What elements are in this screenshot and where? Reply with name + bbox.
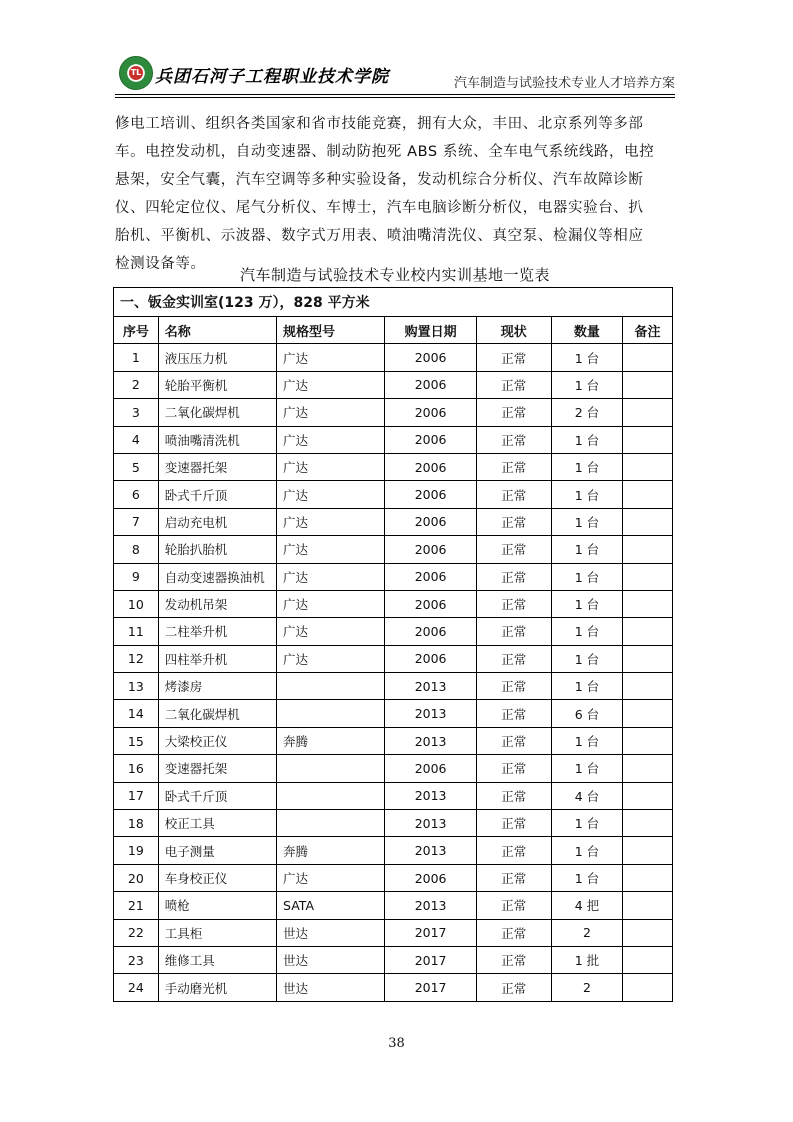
cell-status: 正常 <box>476 563 551 590</box>
cell-status: 正常 <box>476 344 551 371</box>
cell-status: 正常 <box>476 536 551 563</box>
cell-name: 校正工具 <box>158 810 276 837</box>
logo-mark: TL <box>129 66 143 80</box>
cell-note <box>623 755 673 782</box>
cell-name: 变速器托架 <box>158 453 276 480</box>
cell-quantity: 4 台 <box>551 782 622 809</box>
cell-date: 2006 <box>385 453 476 480</box>
cell-note <box>623 946 673 973</box>
cell-quantity: 1 台 <box>551 426 622 453</box>
table-row <box>114 399 673 426</box>
cell-no: 14 <box>114 700 159 727</box>
header-rule <box>115 94 675 95</box>
cell-status: 正常 <box>476 673 551 700</box>
cell-name: 发动机吊架 <box>158 590 276 617</box>
cell-date: 2006 <box>385 645 476 672</box>
cell-date: 2006 <box>385 590 476 617</box>
cell-quantity: 1 台 <box>551 481 622 508</box>
cell-name: 二柱举升机 <box>158 618 276 645</box>
cell-model: 广达 <box>277 344 385 371</box>
header-rule-thin <box>115 97 675 98</box>
cell-name: 车身校正仪 <box>158 864 276 891</box>
cell-status: 正常 <box>476 618 551 645</box>
table-row <box>114 673 673 700</box>
cell-quantity: 1 台 <box>551 508 622 535</box>
cell-name: 维修工具 <box>158 946 276 973</box>
cell-quantity: 1 台 <box>551 727 622 754</box>
cell-no: 1 <box>114 344 159 371</box>
cell-name: 变速器托架 <box>158 755 276 782</box>
cell-quantity: 1 台 <box>551 371 622 398</box>
cell-no: 10 <box>114 590 159 617</box>
cell-no: 17 <box>114 782 159 809</box>
cell-model <box>277 755 385 782</box>
school-logo-icon <box>119 56 153 90</box>
cell-note <box>623 700 673 727</box>
cell-note <box>623 399 673 426</box>
cell-quantity: 2 <box>551 919 622 946</box>
cell-name: 喷油嘴清洗机 <box>158 426 276 453</box>
cell-status: 正常 <box>476 399 551 426</box>
cell-model: 奔腾 <box>277 837 385 864</box>
cell-no: 6 <box>114 481 159 508</box>
table-row <box>114 864 673 891</box>
cell-model: 广达 <box>277 618 385 645</box>
cell-date: 2017 <box>385 974 476 1001</box>
cell-note <box>623 864 673 891</box>
cell-note <box>623 481 673 508</box>
cell-note <box>623 590 673 617</box>
cell-name: 电子测量 <box>158 837 276 864</box>
cell-quantity: 1 批 <box>551 946 622 973</box>
cell-name: 烤漆房 <box>158 673 276 700</box>
cell-date: 2013 <box>385 727 476 754</box>
cell-note <box>623 618 673 645</box>
cell-no: 8 <box>114 536 159 563</box>
table-row <box>114 508 673 535</box>
cell-status: 正常 <box>476 837 551 864</box>
cell-model <box>277 782 385 809</box>
table-row <box>114 590 673 617</box>
cell-status: 正常 <box>476 919 551 946</box>
cell-model <box>277 700 385 727</box>
cell-date: 2006 <box>385 618 476 645</box>
cell-date: 2006 <box>385 864 476 891</box>
cell-date: 2013 <box>385 700 476 727</box>
cell-date: 2013 <box>385 673 476 700</box>
cell-model: 奔腾 <box>277 727 385 754</box>
table-header-row <box>114 317 673 344</box>
cell-model: 广达 <box>277 426 385 453</box>
equipment-table <box>113 287 673 1002</box>
cell-no: 19 <box>114 837 159 864</box>
cell-model <box>277 673 385 700</box>
table-row <box>114 371 673 398</box>
cell-date: 2013 <box>385 837 476 864</box>
table-row <box>114 727 673 754</box>
cell-quantity: 2 台 <box>551 399 622 426</box>
cell-model: 广达 <box>277 453 385 480</box>
cell-no: 18 <box>114 810 159 837</box>
cell-quantity: 6 台 <box>551 700 622 727</box>
cell-model: 广达 <box>277 536 385 563</box>
cell-status: 正常 <box>476 453 551 480</box>
cell-note <box>623 919 673 946</box>
cell-note <box>623 673 673 700</box>
cell-note <box>623 727 673 754</box>
cell-note <box>623 974 673 1001</box>
cell-model: 广达 <box>277 399 385 426</box>
cell-status: 正常 <box>476 727 551 754</box>
cell-no: 9 <box>114 563 159 590</box>
cell-no: 11 <box>114 618 159 645</box>
cell-note <box>623 508 673 535</box>
table-row <box>114 426 673 453</box>
table-row <box>114 344 673 371</box>
cell-quantity: 1 台 <box>551 864 622 891</box>
cell-status: 正常 <box>476 864 551 891</box>
cell-date: 2006 <box>385 426 476 453</box>
cell-quantity: 1 台 <box>551 837 622 864</box>
cell-name: 液压压力机 <box>158 344 276 371</box>
cell-no: 13 <box>114 673 159 700</box>
header-cell-quantity: 数量 <box>551 317 622 344</box>
cell-quantity: 4 把 <box>551 892 622 919</box>
cell-date: 2006 <box>385 481 476 508</box>
cell-no: 7 <box>114 508 159 535</box>
cell-quantity: 1 台 <box>551 590 622 617</box>
cell-quantity: 1 台 <box>551 563 622 590</box>
cell-no: 4 <box>114 426 159 453</box>
cell-date: 2013 <box>385 782 476 809</box>
cell-status: 正常 <box>476 371 551 398</box>
cell-model: SATA <box>277 892 385 919</box>
page-number: 38 <box>388 1036 405 1051</box>
cell-status: 正常 <box>476 892 551 919</box>
table-row <box>114 645 673 672</box>
cell-no: 23 <box>114 946 159 973</box>
cell-name: 卧式千斤顶 <box>158 481 276 508</box>
table-title: 汽车制造与试验技术专业校内实训基地一览表 <box>239 266 550 284</box>
table-row <box>114 892 673 919</box>
paragraph-line: 胎机、平衡机、示波器、数字式万用表、喷油嘴清洗仪、真空泵、检漏仪等相应 <box>115 228 644 244</box>
cell-model: 广达 <box>277 481 385 508</box>
table-section-row <box>114 288 673 317</box>
cell-note <box>623 810 673 837</box>
table-row <box>114 919 673 946</box>
cell-no: 12 <box>114 645 159 672</box>
cell-no: 21 <box>114 892 159 919</box>
cell-status: 正常 <box>476 700 551 727</box>
school-name: 兵团石河子工程职业技术学院 <box>155 67 389 87</box>
cell-quantity: 1 台 <box>551 810 622 837</box>
cell-date: 2006 <box>385 371 476 398</box>
header-cell-model: 规格型号 <box>277 317 385 344</box>
cell-status: 正常 <box>476 645 551 672</box>
cell-quantity: 1 台 <box>551 344 622 371</box>
cell-status: 正常 <box>476 508 551 535</box>
cell-note <box>623 453 673 480</box>
cell-date: 2006 <box>385 508 476 535</box>
table-row <box>114 974 673 1001</box>
table-row <box>114 837 673 864</box>
cell-note <box>623 426 673 453</box>
cell-no: 22 <box>114 919 159 946</box>
cell-date: 2017 <box>385 946 476 973</box>
cell-name: 手动磨光机 <box>158 974 276 1001</box>
cell-note <box>623 645 673 672</box>
cell-note <box>623 892 673 919</box>
cell-model: 广达 <box>277 864 385 891</box>
cell-date: 2006 <box>385 536 476 563</box>
table-row <box>114 481 673 508</box>
cell-model: 广达 <box>277 645 385 672</box>
cell-date: 2006 <box>385 755 476 782</box>
section-title: 一、钣金实训室(123 万），828 平方米 <box>114 288 673 317</box>
cell-quantity: 1 台 <box>551 618 622 645</box>
cell-date: 2017 <box>385 919 476 946</box>
cell-model: 广达 <box>277 371 385 398</box>
cell-model: 广达 <box>277 508 385 535</box>
paragraph-line: 悬架，安全气囊，汽车空调等多种实验设备，发动机综合分析仪、汽车故障诊断 <box>115 172 644 188</box>
cell-name: 轮胎平衡机 <box>158 371 276 398</box>
header-cell-status: 现状 <box>476 317 551 344</box>
cell-note <box>623 782 673 809</box>
cell-name: 二氧化碳焊机 <box>158 399 276 426</box>
paragraph-line: 检测设备等。 <box>115 256 206 272</box>
cell-model: 世达 <box>277 974 385 1001</box>
cell-quantity: 1 台 <box>551 645 622 672</box>
cell-no: 15 <box>114 727 159 754</box>
cell-quantity: 1 台 <box>551 755 622 782</box>
table-row <box>114 618 673 645</box>
cell-name: 启动充电机 <box>158 508 276 535</box>
cell-quantity: 1 台 <box>551 453 622 480</box>
cell-name: 卧式千斤顶 <box>158 782 276 809</box>
table-row <box>114 453 673 480</box>
cell-name: 喷枪 <box>158 892 276 919</box>
paragraph-line: 仪、四轮定位仪、尾气分析仪、车博士，汽车电脑诊断分析仪，电器实验台、扒 <box>115 200 644 216</box>
table-row <box>114 536 673 563</box>
cell-status: 正常 <box>476 590 551 617</box>
cell-status: 正常 <box>476 426 551 453</box>
paragraph-line: 修电工培训、组织各类国家和省市技能竞赛，拥有大众，丰田、北京系列等多部 <box>115 116 644 132</box>
cell-model: 广达 <box>277 590 385 617</box>
header-cell-date: 购置日期 <box>385 317 476 344</box>
table-row <box>114 700 673 727</box>
cell-name: 二氧化碳焊机 <box>158 700 276 727</box>
cell-model: 世达 <box>277 946 385 973</box>
cell-name: 四柱举升机 <box>158 645 276 672</box>
table-row <box>114 563 673 590</box>
table-row <box>114 810 673 837</box>
cell-status: 正常 <box>476 782 551 809</box>
cell-model <box>277 810 385 837</box>
cell-quantity: 2 <box>551 974 622 1001</box>
cell-no: 3 <box>114 399 159 426</box>
cell-name: 自动变速器换油机 <box>158 563 276 590</box>
cell-status: 正常 <box>476 974 551 1001</box>
document-title: 汽车制造与试验技术专业人才培养方案 <box>453 76 675 91</box>
header-cell-note: 备注 <box>623 317 673 344</box>
cell-name: 轮胎扒胎机 <box>158 536 276 563</box>
cell-note <box>623 563 673 590</box>
table-row <box>114 946 673 973</box>
cell-date: 2006 <box>385 563 476 590</box>
cell-no: 20 <box>114 864 159 891</box>
paragraph-line: 车。电控发动机，自动变速器、制动防抱死 ABS 系统、全车电气系统线路，电控 <box>115 144 655 160</box>
table-row <box>114 782 673 809</box>
cell-quantity: 1 台 <box>551 536 622 563</box>
cell-status: 正常 <box>476 946 551 973</box>
cell-date: 2013 <box>385 810 476 837</box>
cell-name: 大梁校正仪 <box>158 727 276 754</box>
cell-date: 2006 <box>385 344 476 371</box>
cell-no: 5 <box>114 453 159 480</box>
cell-status: 正常 <box>476 481 551 508</box>
cell-note <box>623 837 673 864</box>
table-row <box>114 755 673 782</box>
cell-name: 工具柜 <box>158 919 276 946</box>
cell-model: 世达 <box>277 919 385 946</box>
cell-no: 2 <box>114 371 159 398</box>
cell-no: 16 <box>114 755 159 782</box>
cell-date: 2006 <box>385 399 476 426</box>
cell-quantity: 1 台 <box>551 673 622 700</box>
cell-note <box>623 536 673 563</box>
page-header <box>115 56 675 98</box>
cell-no: 24 <box>114 974 159 1001</box>
body-paragraph <box>115 110 675 278</box>
cell-note <box>623 371 673 398</box>
cell-status: 正常 <box>476 810 551 837</box>
header-cell-name: 名称 <box>158 317 276 344</box>
header-cell-no: 序号 <box>114 317 159 344</box>
cell-status: 正常 <box>476 755 551 782</box>
cell-model: 广达 <box>277 563 385 590</box>
cell-note <box>623 344 673 371</box>
cell-date: 2013 <box>385 892 476 919</box>
